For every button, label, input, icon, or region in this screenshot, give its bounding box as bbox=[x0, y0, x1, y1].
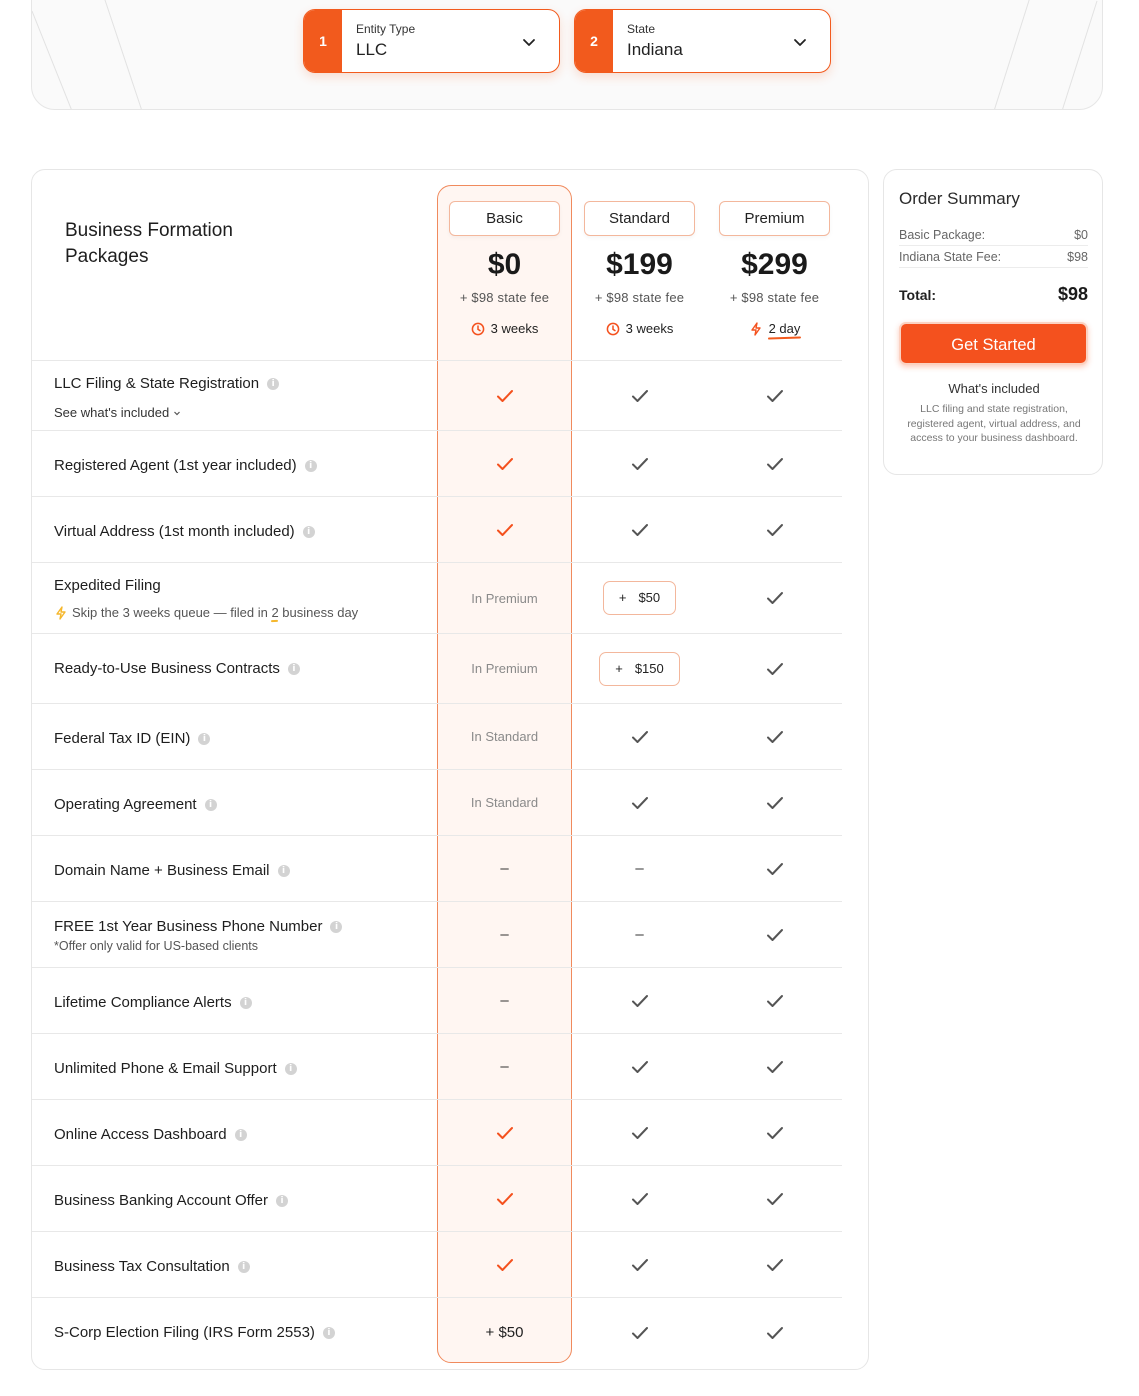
check-icon bbox=[496, 457, 514, 471]
info-icon[interactable]: i bbox=[238, 1261, 250, 1273]
package-premium bbox=[719, 201, 830, 336]
background-decoration bbox=[32, 0, 1103, 110]
check-icon bbox=[766, 662, 784, 676]
state-label: State bbox=[627, 22, 656, 36]
addon-price: $50 bbox=[638, 590, 661, 605]
summary-line-label: Indiana State Fee: bbox=[899, 250, 1002, 264]
info-icon[interactable]: i bbox=[285, 1063, 297, 1075]
feature-label bbox=[54, 577, 161, 594]
table-cell bbox=[572, 1298, 707, 1367]
check-icon bbox=[631, 523, 649, 537]
package-standard bbox=[584, 201, 695, 336]
feature-name: Ready-to-Use Business Contracts bbox=[54, 660, 280, 677]
table-row bbox=[32, 496, 842, 562]
not-included-dash: – bbox=[500, 926, 509, 943]
summary-total bbox=[899, 284, 1088, 305]
feature-label bbox=[54, 523, 315, 540]
table-cell bbox=[707, 634, 842, 703]
state-select[interactable] bbox=[574, 9, 831, 73]
info-icon[interactable]: i bbox=[267, 378, 279, 390]
info-icon[interactable]: i bbox=[305, 460, 317, 472]
info-icon[interactable]: i bbox=[278, 865, 290, 877]
summary-line bbox=[899, 228, 1088, 246]
check-icon bbox=[496, 1258, 514, 1272]
table-cell bbox=[572, 770, 707, 835]
table-cell bbox=[437, 1100, 572, 1165]
info-icon[interactable]: i bbox=[303, 526, 315, 538]
table-cell bbox=[437, 1232, 572, 1297]
table-row bbox=[32, 1231, 842, 1297]
table-cell bbox=[437, 902, 572, 967]
info-icon[interactable]: i bbox=[240, 997, 252, 1009]
check-icon bbox=[496, 523, 514, 537]
chevron-down-icon bbox=[792, 34, 808, 50]
table-cell bbox=[572, 704, 707, 769]
feature-name: Lifetime Compliance Alerts bbox=[54, 994, 232, 1011]
check-icon bbox=[631, 796, 649, 810]
whats-included-desc: LLC filing and state registration, registered agent, virtual address, and access to your business dashboard. bbox=[907, 403, 1081, 444]
package-eta bbox=[719, 321, 830, 336]
feature-label bbox=[54, 457, 317, 474]
table-cell bbox=[437, 563, 572, 633]
check-icon bbox=[766, 389, 784, 403]
check-icon bbox=[496, 1192, 514, 1206]
entity-type-label: Entity Type bbox=[356, 22, 416, 36]
feature-name: LLC Filing & State Registration bbox=[54, 375, 260, 392]
summary-line-value: $0 bbox=[1074, 228, 1088, 242]
table-row bbox=[32, 562, 842, 633]
get-started-button[interactable]: Get Started bbox=[899, 322, 1088, 365]
included-in-package-text: In Standard bbox=[470, 795, 539, 810]
addon-button[interactable] bbox=[599, 652, 680, 686]
clock-icon bbox=[471, 322, 485, 336]
expedite-days: 2 bbox=[271, 605, 279, 620]
table-cell bbox=[707, 1034, 842, 1099]
check-icon bbox=[631, 1326, 649, 1340]
plus-icon: + bbox=[615, 660, 623, 676]
table-cell bbox=[437, 497, 572, 562]
feature-name: Expedited Filing bbox=[54, 577, 161, 594]
total-value: $98 bbox=[1057, 284, 1088, 304]
feature-label bbox=[54, 862, 290, 879]
table-row bbox=[32, 1033, 842, 1099]
whats-included-title: What's included bbox=[948, 381, 1040, 396]
package-eta bbox=[584, 321, 695, 336]
table-cell bbox=[437, 431, 572, 496]
lightning-icon bbox=[54, 606, 68, 620]
check-icon bbox=[766, 730, 784, 744]
total-label: Total: bbox=[899, 287, 937, 303]
entity-type-body bbox=[342, 10, 559, 72]
feature-name: FREE 1st Year Business Phone Number bbox=[54, 918, 323, 935]
check-icon bbox=[496, 1126, 514, 1140]
check-icon bbox=[631, 1060, 649, 1074]
step-badge: 1 bbox=[304, 10, 342, 72]
feature-name: Domain Name + Business Email bbox=[54, 862, 270, 879]
feature-note: *Offer only valid for US-based clients bbox=[54, 939, 259, 953]
table-cell bbox=[707, 563, 842, 633]
state-value: Indiana bbox=[627, 40, 683, 59]
feature-name: Registered Agent (1st year included) bbox=[54, 457, 297, 474]
table-cell bbox=[437, 1034, 572, 1099]
included-in-package-text: In Standard bbox=[470, 729, 539, 744]
see-whats-included-text: See what's included bbox=[54, 405, 170, 420]
feature-label bbox=[54, 994, 252, 1011]
table-row bbox=[32, 1099, 842, 1165]
summary-line-value: $98 bbox=[1067, 250, 1088, 264]
table-cell bbox=[437, 361, 572, 430]
expedite-text-post: business day bbox=[278, 605, 359, 620]
info-icon[interactable]: i bbox=[276, 1195, 288, 1207]
entity-type-value: LLC bbox=[356, 40, 388, 59]
package-standard-button[interactable]: Standard bbox=[584, 201, 695, 236]
check-icon bbox=[631, 389, 649, 403]
step-badge: 2 bbox=[575, 10, 613, 72]
summary-line bbox=[899, 250, 1088, 268]
table-cell bbox=[707, 902, 842, 967]
not-included-dash: – bbox=[635, 860, 644, 877]
package-fee: + $98 state fee bbox=[594, 290, 685, 305]
feature-label bbox=[54, 730, 210, 747]
eta-text: 3 weeks bbox=[490, 321, 539, 336]
lightning-icon bbox=[749, 322, 763, 336]
table-cell bbox=[572, 1034, 707, 1099]
feature-name: Virtual Address (1st month included) bbox=[54, 523, 295, 540]
entity-type-select[interactable] bbox=[303, 9, 560, 73]
check-icon bbox=[766, 457, 784, 471]
check-icon bbox=[766, 862, 784, 876]
feature-label bbox=[54, 1126, 247, 1143]
table-cell bbox=[707, 836, 842, 901]
state-body bbox=[613, 10, 830, 72]
order-summary bbox=[883, 169, 1103, 475]
check-icon bbox=[766, 591, 784, 605]
check-icon bbox=[766, 1326, 784, 1340]
feature-label bbox=[54, 1060, 297, 1077]
table-cell bbox=[572, 563, 707, 633]
table-row bbox=[32, 769, 842, 835]
eta-text: 2 day bbox=[768, 321, 801, 336]
table-row bbox=[32, 1165, 842, 1231]
check-icon bbox=[766, 523, 784, 537]
summary-title: Order Summary bbox=[899, 189, 1020, 208]
expedite-text bbox=[72, 605, 358, 620]
table-cell bbox=[707, 361, 842, 430]
table-cell bbox=[572, 1232, 707, 1297]
feature-label bbox=[54, 1192, 288, 1209]
table-row bbox=[32, 835, 842, 901]
table-cell bbox=[572, 634, 707, 703]
feature-name: Online Access Dashboard bbox=[54, 1126, 227, 1143]
feature-name: Business Banking Account Offer bbox=[54, 1192, 269, 1209]
table-cell bbox=[437, 634, 572, 703]
summary-line-label: Basic Package: bbox=[899, 228, 986, 242]
table-cell bbox=[572, 497, 707, 562]
feature-label bbox=[54, 796, 217, 813]
included-in-package-text: In Premium bbox=[471, 590, 538, 606]
package-price: $199 bbox=[606, 248, 673, 281]
package-price: $299 bbox=[741, 248, 808, 281]
package-price: $0 bbox=[487, 248, 522, 281]
info-icon[interactable]: i bbox=[205, 799, 217, 811]
table-title: Business Formation Packages bbox=[65, 220, 233, 267]
selector-strip bbox=[31, 0, 1103, 110]
check-icon bbox=[631, 1126, 649, 1140]
table-cell bbox=[572, 902, 707, 967]
table-cell bbox=[707, 1298, 842, 1367]
table-row bbox=[32, 633, 842, 703]
table-row bbox=[32, 1297, 842, 1367]
table-cell bbox=[707, 704, 842, 769]
expedite-text-pre: Skip the 3 weeks queue — filed in bbox=[72, 605, 272, 620]
not-included-dash: – bbox=[500, 1058, 509, 1075]
package-fee: + $98 state fee bbox=[459, 290, 550, 305]
table-cell bbox=[437, 770, 572, 835]
check-icon bbox=[766, 1192, 784, 1206]
clock-icon bbox=[606, 322, 620, 336]
info-icon[interactable]: i bbox=[235, 1129, 247, 1141]
package-eta bbox=[449, 321, 560, 336]
table-cell bbox=[572, 836, 707, 901]
table-cell bbox=[572, 431, 707, 496]
chevron-down-icon bbox=[173, 409, 181, 417]
table-cell bbox=[572, 1100, 707, 1165]
table-cell bbox=[572, 361, 707, 430]
table-cell bbox=[572, 1166, 707, 1231]
see-whats-included-link[interactable] bbox=[54, 405, 181, 420]
table-cell bbox=[437, 836, 572, 901]
table-cell bbox=[707, 497, 842, 562]
check-icon bbox=[766, 796, 784, 810]
table-cell bbox=[437, 1166, 572, 1231]
package-fee: + $98 state fee bbox=[729, 290, 820, 305]
table-cell bbox=[707, 770, 842, 835]
table-row bbox=[32, 901, 842, 967]
not-included-dash: – bbox=[635, 926, 644, 943]
not-included-dash: – bbox=[500, 860, 509, 877]
chevron-down-icon bbox=[521, 34, 537, 50]
check-icon bbox=[631, 1192, 649, 1206]
table-cell bbox=[437, 968, 572, 1033]
table-cell bbox=[437, 1298, 572, 1367]
table-cell bbox=[707, 1166, 842, 1231]
info-icon[interactable]: i bbox=[323, 1327, 335, 1339]
check-icon bbox=[631, 1258, 649, 1272]
check-icon bbox=[631, 457, 649, 471]
feature-label bbox=[54, 375, 279, 392]
package-basic bbox=[449, 201, 560, 336]
check-icon bbox=[631, 730, 649, 744]
feature-name: Unlimited Phone & Email Support bbox=[54, 1060, 277, 1077]
included-in-package-text: In Premium bbox=[471, 661, 538, 676]
check-icon bbox=[631, 994, 649, 1008]
table-row bbox=[32, 967, 842, 1033]
table-cell bbox=[707, 1232, 842, 1297]
check-icon bbox=[766, 1258, 784, 1272]
feature-label bbox=[54, 660, 300, 677]
table-cell bbox=[572, 968, 707, 1033]
info-icon[interactable]: i bbox=[288, 663, 300, 675]
table-row bbox=[32, 430, 842, 496]
check-icon bbox=[496, 389, 514, 403]
feature-name: Operating Agreement bbox=[54, 796, 197, 813]
feature-name: Business Tax Consultation bbox=[54, 1258, 230, 1275]
check-icon bbox=[766, 994, 784, 1008]
feature-name: S-Corp Election Filing (IRS Form 2553) bbox=[54, 1324, 315, 1341]
check-icon bbox=[766, 1060, 784, 1074]
feature-name: Federal Tax ID (EIN) bbox=[54, 730, 191, 747]
feature-label bbox=[54, 918, 342, 935]
table-cell bbox=[707, 968, 842, 1033]
feature-label bbox=[54, 1324, 335, 1341]
expedite-note bbox=[54, 605, 358, 620]
addon-button[interactable] bbox=[603, 581, 676, 615]
addon-price-text: + $50 bbox=[485, 1324, 524, 1341]
eta-text: 3 weeks bbox=[625, 321, 674, 336]
plus-icon: + bbox=[618, 590, 627, 605]
package-basic-button[interactable]: Basic bbox=[449, 201, 560, 236]
check-icon bbox=[766, 928, 784, 942]
feature-label bbox=[54, 1258, 250, 1275]
info-icon[interactable]: i bbox=[198, 733, 210, 745]
package-premium-button[interactable]: Premium bbox=[719, 201, 830, 236]
table-cell bbox=[707, 1100, 842, 1165]
check-icon bbox=[766, 1126, 784, 1140]
table-cell bbox=[437, 704, 572, 769]
table-row bbox=[32, 360, 842, 430]
not-included-dash: – bbox=[500, 992, 509, 1009]
info-icon[interactable]: i bbox=[330, 921, 342, 933]
table-row bbox=[32, 703, 842, 769]
addon-price: $150 bbox=[634, 660, 664, 676]
table-cell bbox=[707, 431, 842, 496]
